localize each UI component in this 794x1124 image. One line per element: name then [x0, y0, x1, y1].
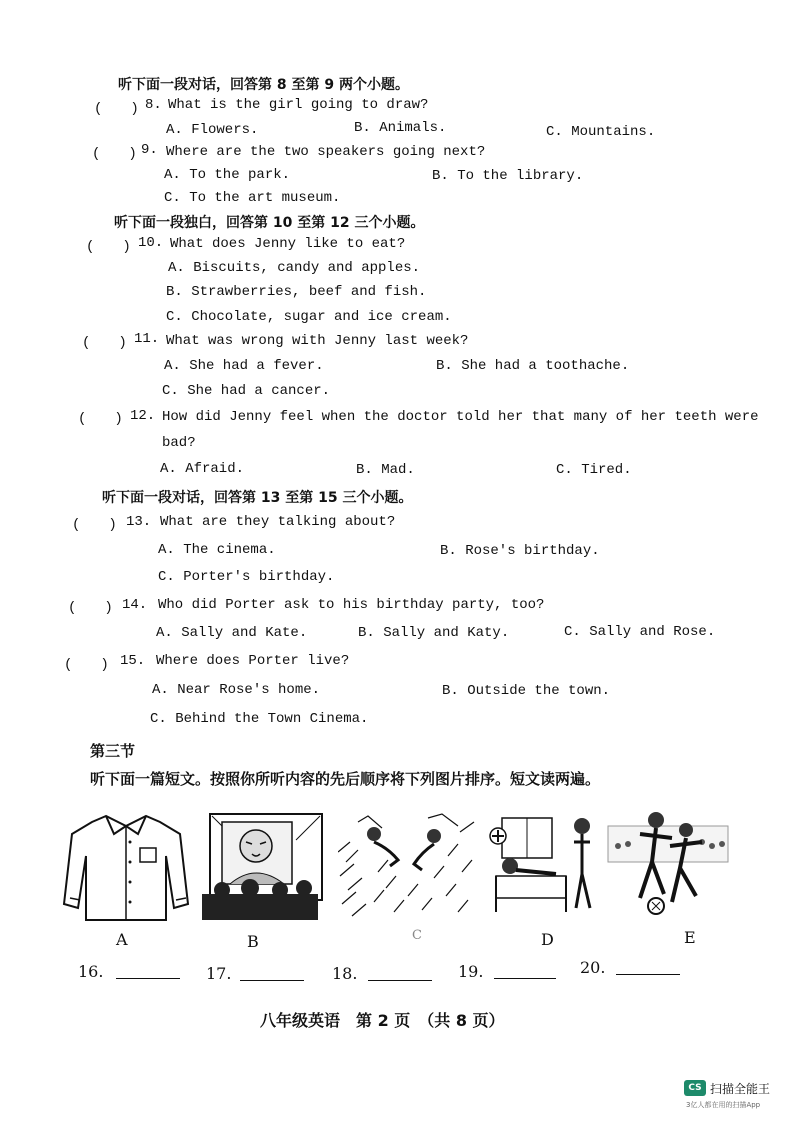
q14-option-a: A. Sally and Kate.	[156, 625, 308, 641]
answer-paren: ( )	[78, 411, 123, 427]
scanner-tagline: 3亿人都在用的扫描App	[686, 1101, 761, 1109]
q10-question: What does Jenny like to eat?	[170, 236, 406, 252]
q12-question-line2: bad?	[162, 435, 196, 451]
q8-question: What is the girl going to draw?	[168, 97, 429, 113]
q13-question: What are they talking about?	[160, 514, 396, 530]
picture-label-b: B	[247, 932, 259, 951]
blank-16-line[interactable]	[116, 978, 180, 979]
page-footer: 八年级英语 第 2 页 （共 8 页）	[260, 1011, 505, 1030]
q13-number: 13.	[126, 514, 152, 530]
cinema-picture	[200, 812, 324, 922]
dialogue-3-instruction: 听下面一段对话，回答第 8 至第 9 两个小题。	[118, 77, 409, 93]
section-3-title: 第三节	[90, 742, 136, 760]
hospital-picture	[486, 812, 608, 924]
answer-paren: ( )	[92, 146, 137, 162]
q12-number: 12.	[130, 408, 156, 424]
q11-question: What was wrong with Jenny last week?	[166, 333, 469, 349]
blank-20-label: 20.	[580, 958, 606, 977]
picture-label-c: C	[412, 928, 422, 943]
blank-19-line[interactable]	[494, 978, 556, 979]
q11-option-c: C. She had a cancer.	[162, 383, 331, 399]
monologue-instruction: 听下面一段独白，回答第 10 至第 12 三个小题。	[114, 215, 425, 231]
q9-option-c: C. To the art museum.	[164, 190, 341, 206]
blank-18-label: 18.	[332, 964, 358, 983]
answer-paren: ( )	[68, 600, 113, 616]
blank-20-line[interactable]	[616, 974, 680, 975]
q12-option-c: C. Tired.	[556, 462, 632, 478]
blank-17-label: 17.	[206, 964, 232, 983]
q14-option-b: B. Sally and Katy.	[358, 625, 510, 641]
q14-option-c: C. Sally and Rose.	[564, 624, 716, 640]
q9-number: 9.	[141, 142, 158, 158]
q9-option-a: A. To the park.	[164, 167, 291, 183]
q12-question-line1: How did Jenny feel when the doctor told her that many of her teeth were	[162, 409, 759, 425]
dialogue-4-instruction: 听下面一段对话，回答第 13 至第 15 三个小题。	[102, 490, 413, 506]
q13-option-c: C. Porter's birthday.	[158, 569, 335, 585]
scanner-brand: 扫描全能王	[710, 1082, 771, 1096]
shirt-picture	[62, 812, 190, 924]
picture-label-d: D	[541, 930, 554, 949]
answer-paren: ( )	[82, 335, 127, 351]
answer-paren: ( )	[64, 657, 109, 673]
q8-number: 8.	[145, 97, 162, 113]
q14-question: Who did Porter ask to his birthday party, too?	[158, 597, 545, 613]
q8-option-a: A. Flowers.	[166, 122, 259, 138]
q10-option-b: B. Strawberries, beef and fish.	[166, 284, 427, 300]
q8-option-b: B. Animals.	[354, 120, 447, 136]
q10-number: 10.	[138, 235, 164, 251]
q13-option-b: B. Rose's birthday.	[440, 543, 600, 559]
section-3-instruction: 听下面一篇短文。按照你所听内容的先后顺序将下列图片排序。短文读两遍。	[90, 770, 601, 788]
blank-19-label: 19.	[458, 962, 484, 981]
q10-option-c: C. Chocolate, sugar and ice cream.	[166, 309, 452, 325]
picture-label-e: E	[684, 928, 696, 947]
field-workers-picture	[338, 812, 478, 924]
q11-number: 11.	[134, 331, 160, 347]
blank-16-label: 16.	[78, 962, 104, 981]
q13-option-a: A. The cinema.	[158, 542, 276, 558]
answer-paren: ( )	[94, 101, 139, 117]
blank-18-line[interactable]	[368, 980, 432, 981]
q14-number: 14.	[122, 597, 148, 613]
answer-paren: ( )	[86, 239, 131, 255]
q11-option-b: B. She had a toothache.	[436, 358, 630, 374]
scanner-logo-icon: CS	[684, 1080, 706, 1096]
q15-number: 15.	[120, 653, 146, 669]
q9-question: Where are the two speakers going next?	[166, 144, 486, 160]
q15-option-a: A. Near Rose's home.	[152, 682, 321, 698]
q12-option-b: B. Mad.	[356, 462, 415, 478]
answer-paren: ( )	[72, 517, 117, 533]
q9-option-b: B. To the library.	[432, 168, 584, 184]
q10-option-a: A. Biscuits, candy and apples.	[168, 260, 421, 276]
q15-option-c: C. Behind the Town Cinema.	[150, 711, 369, 727]
q12-option-a: A. Afraid.	[160, 461, 245, 477]
q8-option-c: C. Mountains.	[546, 124, 656, 140]
picture-label-a: A	[116, 930, 128, 949]
q15-question: Where does Porter live?	[156, 653, 350, 669]
blank-17-line[interactable]	[240, 980, 304, 981]
q15-option-b: B. Outside the town.	[442, 683, 611, 699]
football-picture	[606, 806, 730, 918]
q11-option-a: A. She had a fever.	[164, 358, 324, 374]
